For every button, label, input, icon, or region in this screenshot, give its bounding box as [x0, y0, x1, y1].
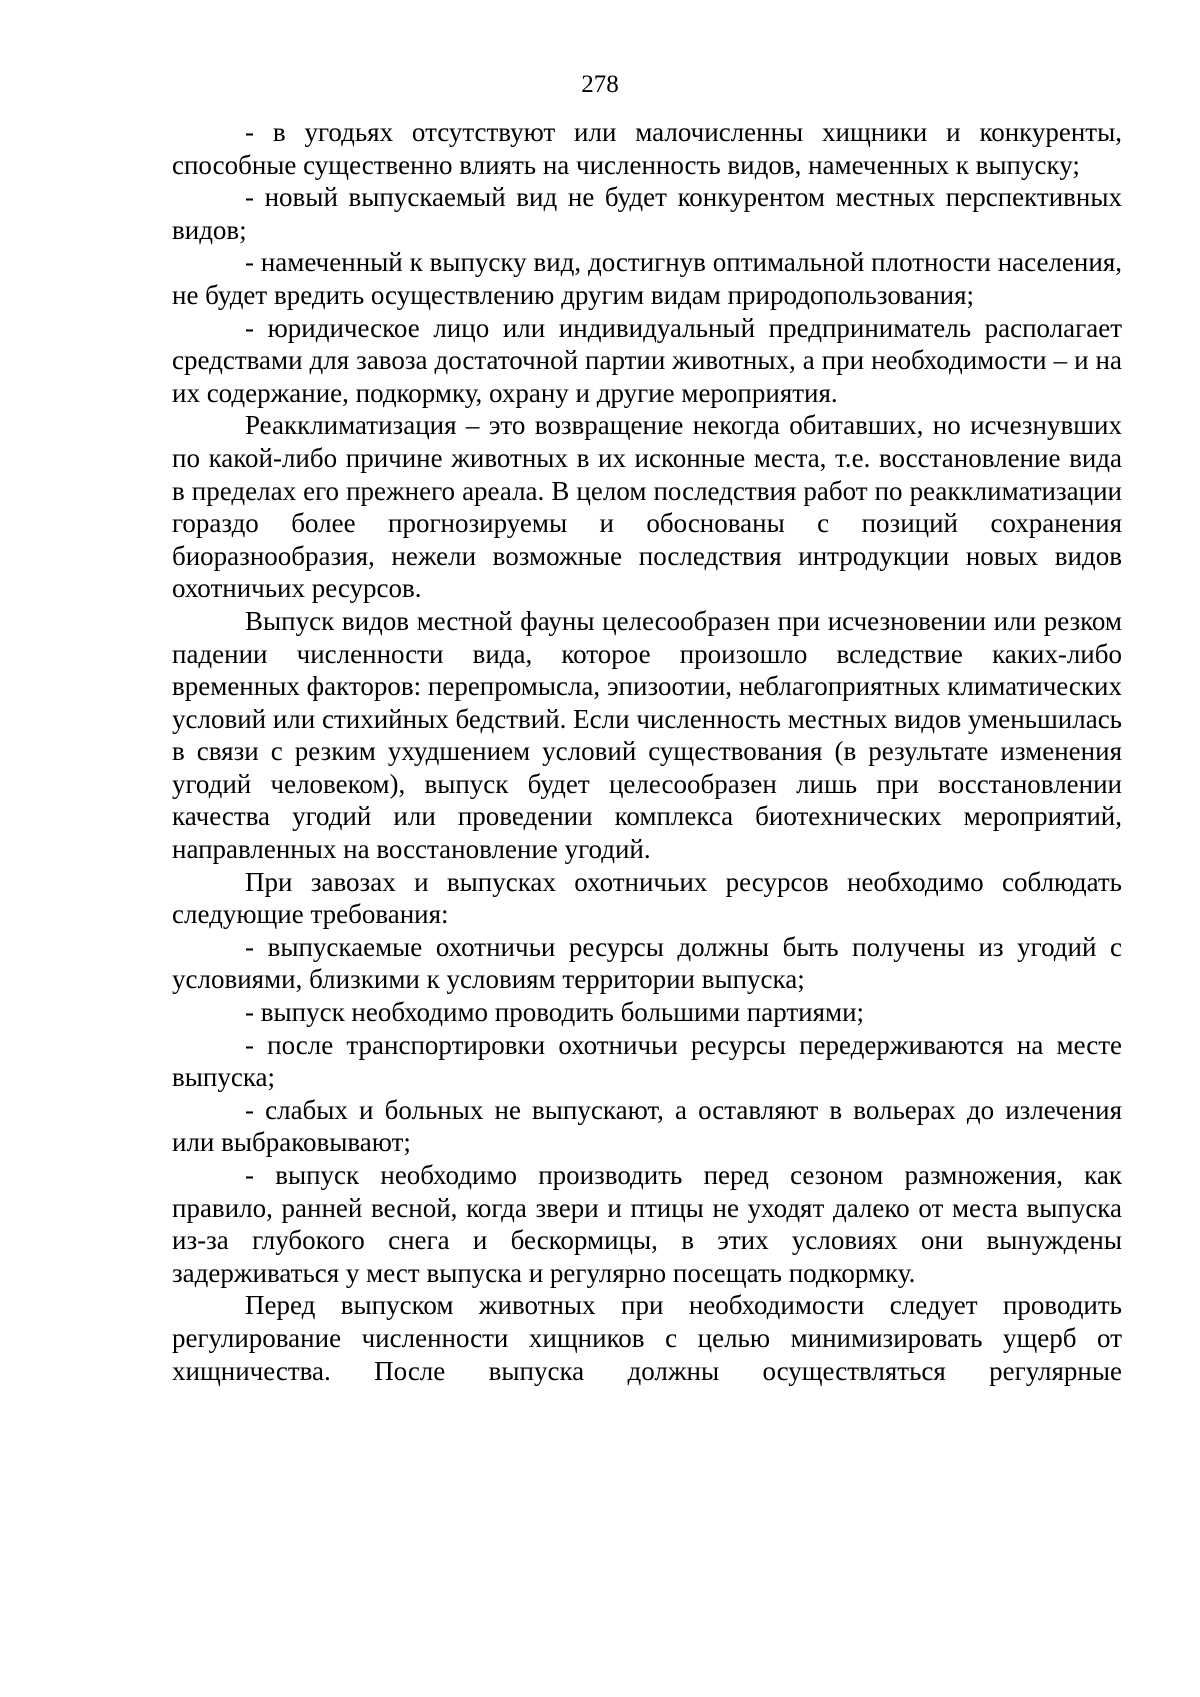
paragraph-req-similar-conditions: - выпускаемые охотничьи ресурсы должны быть получены из угодий с условиями, близкими к условиям территории выпуска; — [172, 931, 1122, 995]
paragraph-req-holding-after-transport: - после транспортировки охотничьи ресурсы передерживаются на месте выпуска; — [172, 1029, 1122, 1093]
paragraph-req-before-breeding-season: - выпуск необходимо производить перед сезоном размножения, как правило, ранней весной, когда звери и птицы не уходят далеко от места выпуска из-за глубокого снега и бескормицы, в этих условиях они вынуждены задерживаться у мест выпуска и регулярно посещать подкормку. — [172, 1160, 1122, 1288]
paragraph-predator-control: Перед выпуском животных при необходимости следует проводить регулирование численности хищников с целью минимизировать ущерб от хищничества. После выпуска должны осуществляться регулярные — [172, 1290, 1122, 1386]
paragraph-sufficient-funds: - юридическое лицо или индивидуальный предприниматель располагает средствами для завоза достаточной партии животных, а при необходимости – и на их содержание, подкормку, охрану и другие мероприятия. — [172, 312, 1122, 408]
paragraph-no-harm-to-nature-use: - намеченный к выпуску вид, достигнув оптимальной плотности населения, не будет вредить осуществлению другим видам природопользования; — [172, 247, 1122, 310]
paragraph-req-weak-and-sick: - слабых и больных не выпускают, а оставляют в вольерах до излечения или выбраковывают; — [172, 1094, 1122, 1158]
paragraph-requirements-intro: При завозах и выпусках охотничьих ресурсов необходимо соблюдать следующие требования: — [172, 866, 1122, 930]
paragraph-local-fauna-release: Выпуск видов местной фауны целесообразен при исчезновении или резком падении численности вида, которое произошло вследствие каких-либо временных факторов: перепромысла, эпизоотии, неблагоприятных климатических условий или стихийных бедствий. Если численность местных видов уменьшилась в связи с резким ухудшением условий существования (в результате изменения угодий человеком), выпуск будет целесообразен лишь при восстановлении качества угодий или проведении комплекса биотехнических мероприятий, направленных на восстановление угодий. — [172, 605, 1122, 865]
paragraph-reacclimatization: Реакклиматизация – это возвращение некогда обитавших, но исчезнувших по какой-либо причине животных в их исконные места, т.е. восстановление вида в пределах его прежнего ареала. В целом последствия работ по реакклиматизации гораздо более прогнозируемы и обоснованы с позиций сохранения биоразнообразия, нежели возможные последствия интродукции новых видов охотничьих ресурсов. — [172, 410, 1122, 604]
paragraph-req-large-batches: - выпуск необходимо проводить большими партиями; — [245, 997, 865, 1028]
paragraph-predators-absent: - в угодьях отсутствуют или малочисленны хищники и конкуренты, способные существенно влиять на численность видов, намеченных к выпуску; — [172, 117, 1122, 180]
page-number: 278 — [581, 71, 619, 98]
paragraph-no-competitor: - новый выпускаемый вид не будет конкурентом местных перспективных видов; — [172, 182, 1122, 245]
document-body — [172, 116, 1122, 1387]
